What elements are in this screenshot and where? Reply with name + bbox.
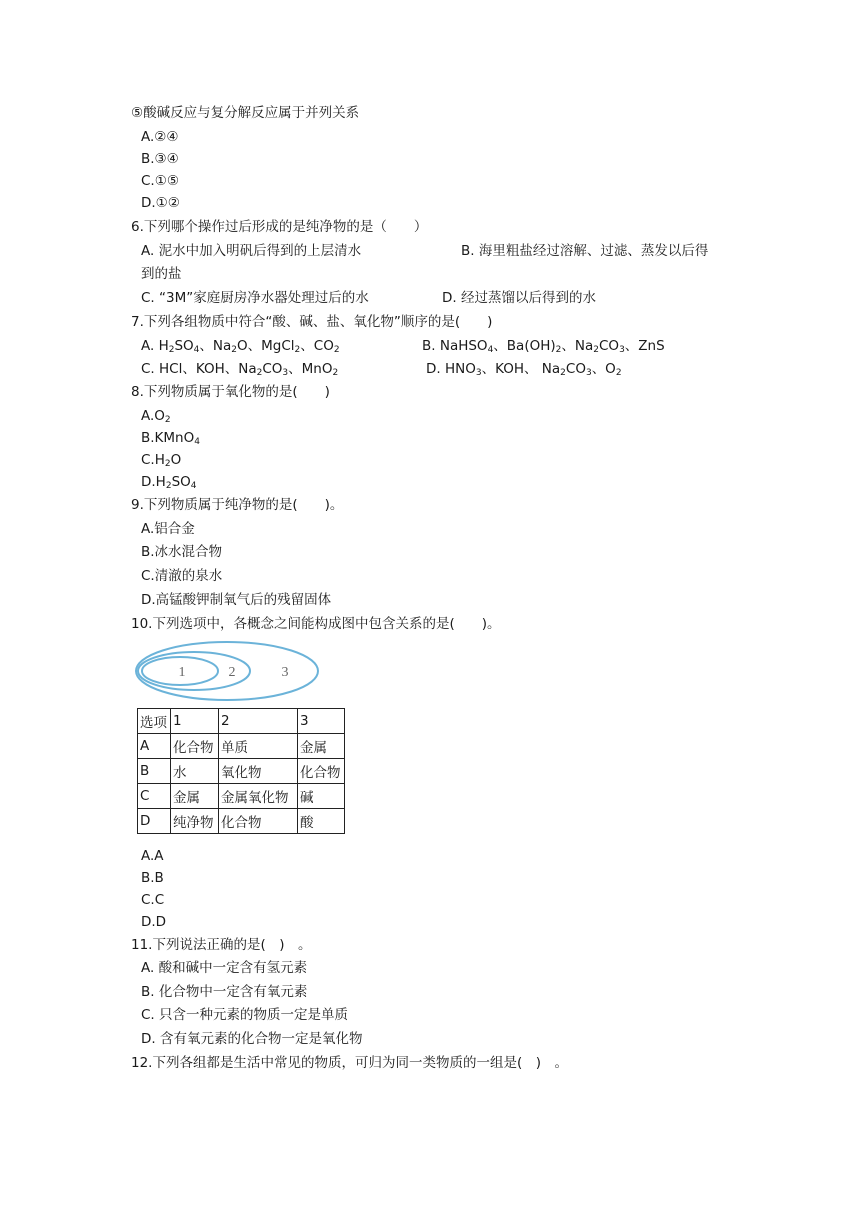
q10-stem: 10.下列选项中，各概念之间能构成图中包含关系的是( )。 (131, 616, 501, 632)
table-cell: 单质 (219, 734, 298, 759)
nested-ellipse-diagram (134, 640, 324, 702)
q5-option-d: D.①② (141, 195, 180, 211)
diagram-label-2: 2 (228, 665, 236, 680)
q6-option-b-line2: 到的盐 (141, 266, 182, 282)
q10-option-b: B.B (141, 870, 164, 886)
table-header-cell: 2 (219, 709, 298, 734)
q11-option-a: A. 酸和碱中一定含有氢元素 (141, 960, 308, 976)
q11-option-d: D. 含有氧元素的化合物一定是氧化物 (141, 1031, 363, 1047)
q8-option-d: $D.H_2SO_4$ (141, 474, 197, 491)
q8-option-b: B.KMnO$_4$ (141, 430, 200, 447)
table-row (138, 809, 345, 834)
q7-option-a: A. $H_2SO_4$、$Na_2O$、MgCl$_2$、$CO_2$ (141, 338, 340, 355)
q6-option-d: D. 经过蒸馏以后得到的水 (442, 290, 596, 306)
q6-stem: 6.下列哪个操作过后形成的是纯净物的是（ ） (131, 219, 428, 235)
q10-option-d: D.D (141, 914, 167, 930)
ellipse-3 (136, 642, 318, 700)
table-cell: 化合物 (219, 809, 298, 834)
q5-option-a: A.②④ (141, 129, 179, 145)
table-row (138, 734, 345, 759)
q5-statement-5: ⑤酸碱反应与复分解反应属于并列关系 (131, 105, 360, 121)
q12-stem: 12.下列各组都是生活中常见的物质，可归为同一类物质的一组是( ) 。 (131, 1055, 569, 1071)
q9-option-d: D.高锰酸钾制氧气后的残留固体 (141, 592, 332, 608)
q9-option-c: C.清澈的泉水 (141, 568, 223, 584)
q9-stem: 9.下列物质属于纯净物的是( )。 (131, 497, 344, 513)
q5-option-b: B.③④ (141, 151, 179, 167)
table-cell: 化合物 (171, 734, 219, 759)
q7-stem: 7.下列各组物质中符合“酸、碱、盐、氧化物”顺序的是( ) (131, 314, 493, 330)
q6-option-a: A. 泥水中加入明矾后得到的上层清水 (141, 243, 362, 259)
diagram-label-1: 1 (178, 665, 186, 680)
table-cell: 碱 (298, 784, 345, 809)
table-cell: 纯净物 (171, 809, 219, 834)
table-header-cell: 1 (171, 709, 219, 734)
q7-option-d: D. $HNO_3$、KOH、 $Na_2CO_3$、$O_2$ (426, 361, 622, 378)
diagram-label-3: 3 (281, 665, 289, 680)
table-cell: 金属 (171, 784, 219, 809)
table-cell: 金属 (298, 734, 345, 759)
table-row (138, 759, 345, 784)
table-cell: 金属氧化物 (219, 784, 298, 809)
q9-option-a: A.铝合金 (141, 521, 195, 537)
q11-stem: 11.下列说法正确的是( ) 。 (131, 937, 312, 953)
table-header-row (138, 709, 345, 734)
table-cell: 水 (171, 759, 219, 784)
q7-option-c: C. HCl、KOH、$Na_2CO_3$、MnO$_2$ (141, 361, 339, 378)
q6-option-b-line1: B. 海里粗盐经过溶解、过滤、蒸发以后得 (461, 243, 709, 259)
options-table (137, 708, 345, 834)
table-cell: 化合物 (298, 759, 345, 784)
q10-option-c: C.C (141, 892, 165, 908)
q8-option-c: $C.H_2O$ (141, 452, 182, 469)
table-cell: C (138, 784, 171, 809)
table-cell: 酸 (298, 809, 345, 834)
table-header-cell: 选项 (138, 709, 171, 734)
q11-option-c: C. 只含一种元素的物质一定是单质 (141, 1007, 349, 1023)
q6-option-c: C. “3M”家庭厨房净水器处理过后的水 (141, 290, 369, 306)
q10-option-a: A.A (141, 848, 164, 864)
table-cell: A (138, 734, 171, 759)
q8-stem: 8.下列物质属于氧化物的是( ) (131, 384, 330, 400)
q9-option-b: B.冰水混合物 (141, 544, 223, 560)
table-cell: D (138, 809, 171, 834)
table-cell: B (138, 759, 171, 784)
q5-option-c: C.①⑤ (141, 173, 179, 189)
table-row (138, 784, 345, 809)
table-header-cell: 3 (298, 709, 345, 734)
q11-option-b: B. 化合物中一定含有氧元素 (141, 984, 308, 1000)
table-cell: 氧化物 (219, 759, 298, 784)
q8-option-a: $A.O_2$ (141, 408, 171, 425)
q7-option-b: B. NaHSO$_4$、$Ba(OH)_2$、$Na_2CO_3$、ZnS (422, 338, 665, 355)
